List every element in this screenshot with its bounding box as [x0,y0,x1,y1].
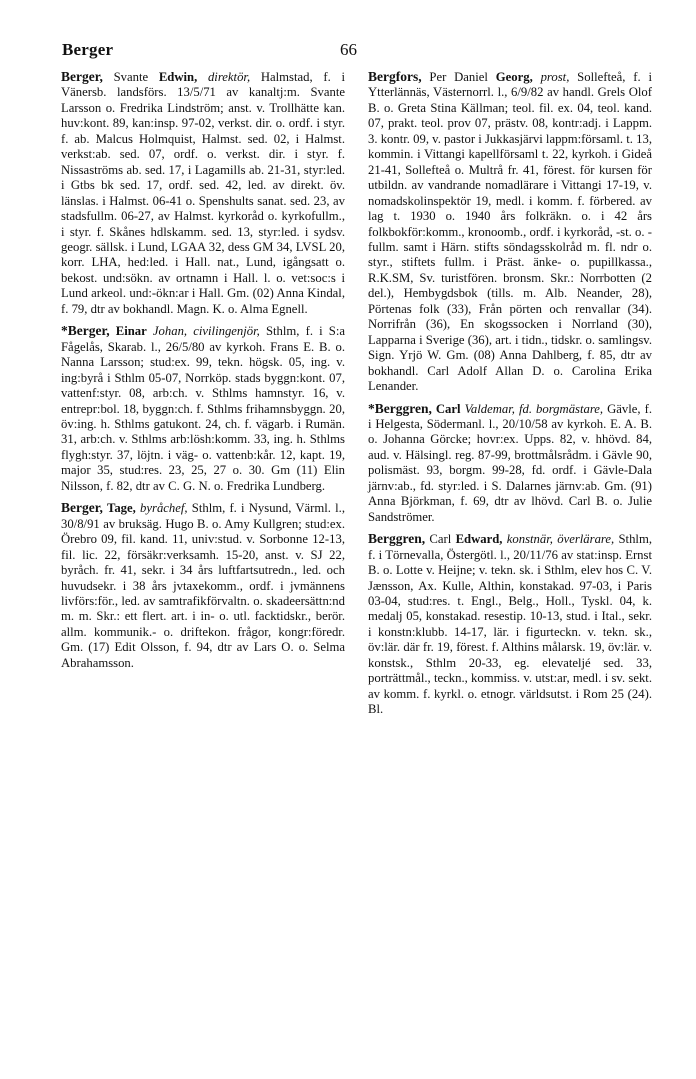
entry-body: Gävle, f. i Helgesta, Södermanl. l., 20/10/58 av kyrkoh. E. A. B. o. Johanna Görcke; hovr:ex. Upps. 82, v. hhövd. 84, aud. v. Hälsingl. reg. 87-99, brottmålsrådm. i Gävle 90, polismäst. 93, borgm. 99-28, fd. ordf. i Gävle-Dala järnv:ab., fd. styr:led. i S. Dalarnes järnv:ab. Gm. (91) Anna Björkman, f. 69, dtr av lhövd. Carl B. o. Julie Sandströmer. [368,401,652,524]
entry-called-name: Edward, [455,532,503,547]
entry-bergfors-georg [368,69,652,395]
entry-body: Sthlm, f. i Nysund, Värml. l., 30/8/91 av bruksäg. Hugo B. o. Amy Kullgren; stud:ex. Örebro 09, fil. kand. 11, univ:stud. v. Sorbonne 12-13, fil. lic. 22, försäkr:verksamh. 15-20, anst. v. SJ 22, byråch. fr. 41, sekr. i 34 års luftfartsutredn., led. och huvudsekr. i 38 års jvtaxekomm., ordf. i jvmännens livförs:för., led. av samtrafikförvaltn. o. skadeersättn:nd m. m. Skr.: ett flert. art. i in- o. utl. facktidskr., berör. allm. kommunik.- o. driftekon. frågor, kongr:föredr. Gm. (17) Edit Olsson, f. 94, dtr av Lars O. o. Selma Abrahamsson. [61,501,345,670]
entry-berggren-edward [368,531,652,717]
entry-title: prost, [532,70,570,84]
running-head: Berger [62,40,114,59]
entry-surname: Berggren, [368,531,426,547]
entry-title: konstnär, överlärare, [502,532,615,547]
entry-given-name: Carl [425,532,456,547]
page-number: 66 [340,40,357,59]
entry-body: Sthlm, f. i S:a Fågelås, Skarab. l., 26/5/80 av kyrkoh. Frans E. B. o. Nanna Larsson; stud:ex. 99, tekn. högsk. 05, ing. v. ing:byrå i Sthlm 05-07, Norrköp. stads byggn:kont. 07, vattenf:styr. 08, arb:ch. v. Sthlms hamnstyr. 16, v. entrepr:bol. 18, byggn:ch. f. Sthlms frihamnsbyggn. 20, öv:ing. h. Sthlms gatukont. 24, ch. f. vägarb. i Rumän. 31, arb:ch. v. Sthlms arb:lösh:komm. 33, ing. h. Sthlms flygh:styr. 37, löjtn. i väg- o. vattenb:kår. 12, kapt. 19, major 35, stud:res. 23, 25, 27 o. 30. Gm (11) Elin Nilsson, f. 82, dtr av C. G. N. o. Fredrika Lundberg. [61,324,345,493]
entry-title: direktör, [197,70,251,84]
right-column [368,69,652,718]
entry-title: byråchef, [135,501,188,516]
entry-title: Johan, civilingenjör, [146,324,260,339]
entry-berger-tage [61,500,345,671]
entry-surname: Berger, [61,69,103,84]
entry-title: Valdemar, fd. borgmästare, [460,401,604,416]
entry-called-name: Edwin, [158,70,198,84]
entry-berggren-carl [368,401,652,526]
entry-given-name: Per Daniel [421,70,496,84]
entry-surname: Bergfors, [368,69,422,84]
entry-surname: Berger, [61,500,103,516]
entry-called-name: Einar [115,324,147,339]
entry-called-name: Georg, [495,70,533,84]
entry-body: Halmstad, f. i Vänersb. landsförs. 13/5/71 av kanaltj:m. Svante Larsson o. Fredrika Lindström; anst. v. Trollhätte kan. huv:kont. 89, kan:insp. 97-02, verkst. dir. o. ordf. i styr. f. ab. Malcus Holmquist, Halmst. sed. 02, i Halmst. verkst:ab. sed. 07, ordf. o. verkst. dir. i styr. f. Nissaströms ab. sed. 17, i Lagamills ab. 21-31, styr:led. i Gtbs bk sed. 17, ordf. sed. 42, led. av direkt. öv. länslas. i Halmst. 06-41 o. Spenshults sanat. sed. 23, av stadsfullm. 06-27, av Halmst. kyrkoråd o. kyrkofullm., i styr. f. Skånes hdlskamm. sed. 13, styr:led. i sydsv. geogr. sällsk. i Lund, LGAA 32, dess GM 34, LVSL 20, korr. LHA, hed:led. i Hall. nat., Lund, igångsatt o. bekost. und:sökn. av ortnamn i Hall. l. o. vet:soc:s i Lund arkeol. und:-ökn:ar i Hall. Gm. (02) Anna Kindal, f. 79, dtr av bokhandl. Magn. K. o. Alma Egnell. [61,70,345,316]
entry-body: Sollefteå, f. i Ytterlännäs, Västernorrl. l., 6/9/82 av handl. Grels Olof B. o. Greta Stina Källman; teol. fil. ex. 04, teol. kand. 07, prakt. teol. prov 07, prästv. 08, kontr:adj. i Lappm. 3. kontr. 09, v. pastor i Jukkasjärvi lappm:församl. t. 13, kommin. i Vittangi kapellförsaml t. 22, kyrkoh. i Gideå 21-41, Sollefteå o. Multrå fr. 41, förest. för kursen för utbildn. av vandrande nomadlärare i Vittangi 17-19, v. nomadskolinspektör 19, medl. i komm. f. förbered. av lag t. 1930 o. 1940 års folkräkn. o. i 42 års folkbokför:komm., kronoomb., ordf. i kyrkoråd, -st. o. -fullm. samt i Härn. stifts söndagsskolråd m. fl. ndr o. styr., stiftets fullm. i Präst. änke- o. pupillkassa., R.K.SM, Sv. turistfören. bronsm. Skr.: Norrbotten (2 del.), Hembygdsbok (tills. m. Alb. Neander, 28), Pörtenas folk (33), Från pörten och renvallar (34). Norrifrån (36), En skogssocken i Norrland (30), Lapparna i Sverige (36), art. i tidn., tidskr. o. samlingsv. Sign. Yrjö W. Gm. (08) Anna Dahlberg, f. 85, dtr av bokhandl. Carl Adolf Allan D. o. Carolina Erika Lenander. [368,70,652,394]
entry-berger-einar [61,323,345,494]
entry-surname: *Berggren, [368,400,432,416]
entry-called-name: Tage, [107,501,136,516]
entry-berger-edwin [61,69,345,317]
entry-surname: *Berger, [61,323,110,339]
left-column [61,69,345,671]
entry-called-name: Carl [435,401,461,416]
entry-body: Sthlm, f. i Törnevalla, Östergötl. l., 20/11/76 av stat:insp. Ernst B. o. Lotte v. Heijne; v. tekn. sk. i Sthlm, elev hos C. V. Jænsson, Ax. Kulle, Althin, konstakad. 97-03, i Paris 03-04, stud:res. t. Engl., Belg., Holl., Tyskl. 04, k. medalj 05, konstakad. resestip. 10-13, stud. i Ital., sekr. i konstn:klubb. 14-17, lär. i figurteckn. v. tekn. sk., öv:lär. där fr. 19, förest. f. Althins målarsk. 19, öv:lär. v. konstsk., Sthlm 20-33, eg. elevateljé sed. 33, porträttmål., teckn., kommiss. v. utst:ar, medl. i sv. sekt. av komm. f. kyrkl. o. etnogr. världsutst. i Rom 25 (24). Bl. [368,532,652,717]
entry-given-name: Svante [102,70,159,84]
